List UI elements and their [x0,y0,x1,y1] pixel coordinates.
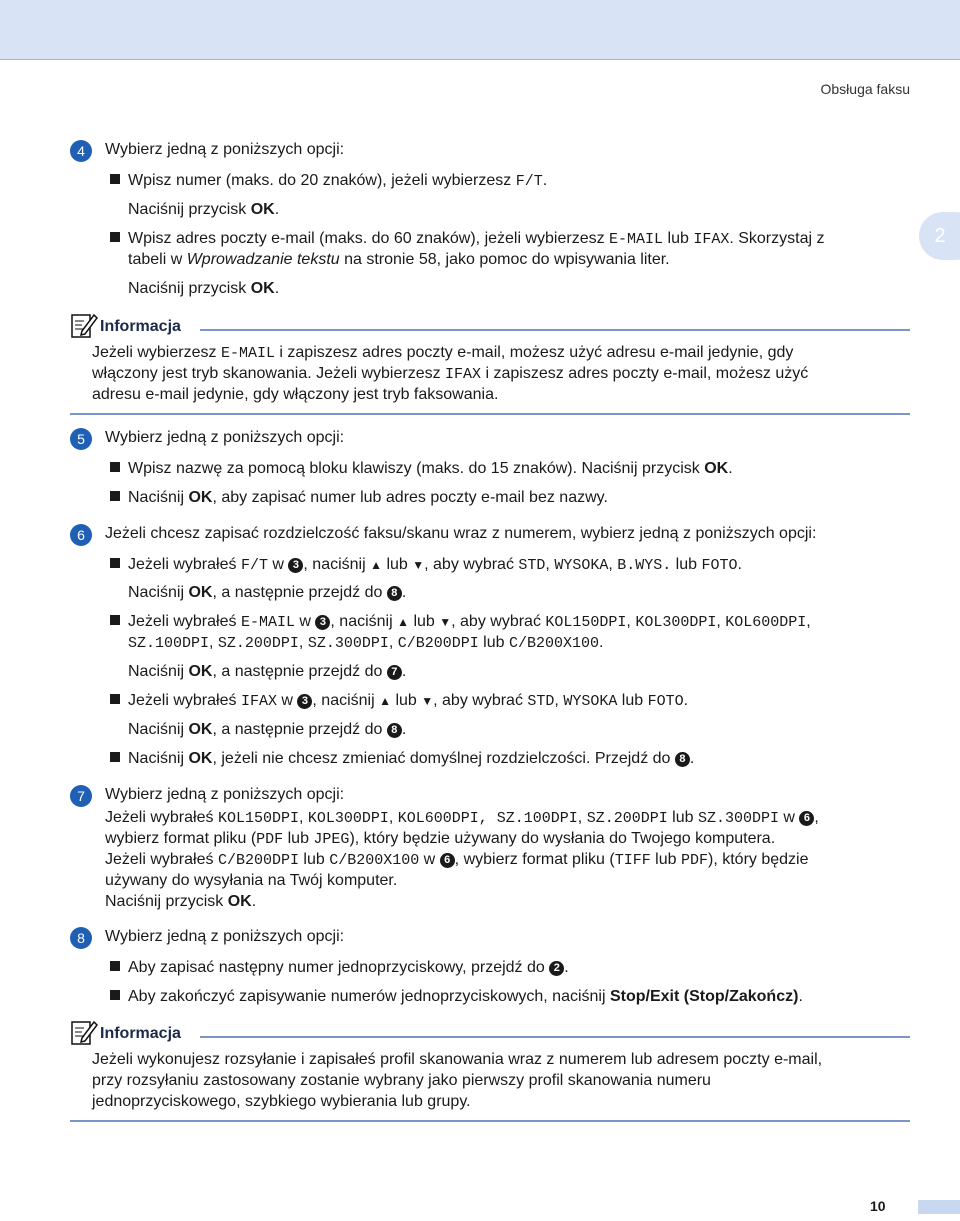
press-ok-line: Naciśnij OK, a następnie przejdź do 8 . [128,721,407,738]
list-item: Naciśnij OK, jeżeli nie chcesz zmieniać domyślnej rozdzielczości. Przejdź do 8 . [110,750,694,768]
step-ref-6-icon: 6 [799,811,814,826]
list-item: Jeżeli wybrałeś F/T w 3 , naciśnij ▲ lub ▼, aby wybrać STD, WYSOKA, B.WYS. lub FOTO. [110,556,742,574]
list-item: Jeżeli wybrałeś E-MAIL w 3 , naciśnij ▲ lub ▼, aby wybrać KOL150DPI, KOL300DPI, KOL600DPI, [110,613,811,631]
step-ref-7-icon: 7 [387,665,402,680]
list-item: Aby zakończyć zapisywanie numerów jednoprzyciskowych, naciśnij Stop/Exit (Stop/Zakończ). [110,988,803,1006]
list-item: Wpisz numer (maks. do 20 znaków), jeżeli wybierzesz F/T. [110,172,547,190]
list-item: Jeżeli wybrałeś IFAX w 3 , naciśnij ▲ lub ▼, aby wybrać STD, WYSOKA lub FOTO. [110,692,688,710]
step-badge: 7 [70,785,92,807]
press-ok-line: Naciśnij OK, a następnie przejdź do 7 . [128,663,407,680]
note-divider [70,413,910,415]
note-text: Jeżeli wybierzesz E-MAIL i zapiszesz adres poczty e-mail, możesz użyć adresu e-mail jedynie, gdy [92,344,794,362]
step-7-text: wybierz format pliku (PDF lub JPEG), który będzie używany do wysłania do Twojego komputera. [105,830,776,848]
step-title: Wybierz jedną z poniższych opcji: [105,928,345,945]
note-pencil-icon [70,1018,98,1046]
press-ok-line: Naciśnij przycisk OK. [128,201,280,218]
section-title: Obsługa faksu [820,81,910,97]
step-7-text: Naciśnij przycisk OK. [105,893,257,910]
up-arrow-icon: ▲ [379,694,391,708]
step-title: Wybierz jedną z poniższych opcji: [105,141,345,158]
step-7-text: Jeżeli wybrałeś KOL150DPI, KOL300DPI, KOL600DPI, SZ.100DPI, SZ.200DPI lub SZ.300DPI w 6 , [105,809,819,827]
note-pencil-icon [70,311,98,339]
step-ref-3-icon: 3 [297,694,312,709]
list-item: Wpisz nazwę za pomocą bloku klawiszy (maks. do 15 znaków). Naciśnij przycisk OK. [110,460,733,478]
note-text: jednoprzyciskowego, szybkiego wybierania lub grupy. [92,1093,471,1110]
step-title: Jeżeli chcesz zapisać rozdzielczość faksu/skanu wraz z numerem, wybierz jedną z poniższych opcji: [105,525,817,542]
page-tab [918,1200,960,1214]
bullet-square-icon [110,491,120,501]
step-badge: 6 [70,524,92,546]
step-ref-6-icon: 6 [440,853,455,868]
list-item-continuation: tabeli w Wprowadzanie tekstu na stronie 58, jako pomoc do wpisywania liter. [128,251,670,268]
list-item: Naciśnij OK, aby zapisać numer lub adres poczty e-mail bez nazwy. [110,489,608,507]
bullet-square-icon [110,990,120,1000]
bullet-square-icon [110,961,120,971]
step-badge: 8 [70,927,92,949]
step-title: Wybierz jedną z poniższych opcji: [105,786,345,803]
page-number: 10 [870,1198,886,1214]
press-ok-line: Naciśnij OK, a następnie przejdź do 8 . [128,584,407,601]
bullet-square-icon [110,615,120,625]
chapter-number: 2 [934,225,946,247]
up-arrow-icon: ▲ [397,615,409,629]
press-ok-line: Naciśnij przycisk OK. [128,280,280,297]
down-arrow-icon: ▼ [439,615,452,629]
step-title: Wybierz jedną z poniższych opcji: [105,429,345,446]
note-text: przy rozsyłaniu zastosowany zostanie wybrany jako pierwszy profil skanowania numeru [92,1072,711,1089]
note-divider [200,329,910,331]
step-ref-8-icon: 8 [387,723,402,738]
note-divider [70,1120,910,1122]
down-arrow-icon: ▼ [421,694,434,708]
bullet-square-icon [110,558,120,568]
step-badge: 4 [70,140,92,162]
note-label: Informacja [100,318,181,335]
step-ref-8-icon: 8 [387,586,402,601]
step-7-text: Jeżeli wybrałeś C/B200DPI lub C/B200X100 w 6 , wybierz format pliku (TIFF lub PDF), który będzie [105,851,809,869]
step-ref-8-icon: 8 [675,752,690,767]
down-arrow-icon: ▼ [412,558,425,572]
step-ref-3-icon: 3 [288,558,303,573]
note-text: Jeżeli wykonujesz rozsyłanie i zapisałeś profil skanowania wraz z numerem lub adresem poczty e-mail, [92,1051,823,1068]
bullet-square-icon [110,462,120,472]
note-divider [200,1036,910,1038]
bullet-square-icon [110,694,120,704]
step-ref-2-icon: 2 [549,961,564,976]
step-ref-3-icon: 3 [315,615,330,630]
list-item-continuation: SZ.100DPI, SZ.200DPI, SZ.300DPI, C/B200DPI lub C/B200X100. [128,634,604,652]
note-header [70,1022,910,1046]
note-text: adresu e-mail jedynie, gdy włączony jest tryb faksowania. [92,386,499,403]
note-header [70,315,910,339]
step-badge: 5 [70,428,92,450]
list-item: Wpisz adres poczty e-mail (maks. do 60 znaków), jeżeli wybierzesz E-MAIL lub IFAX. Skorzystaj z [110,230,824,248]
bullet-square-icon [110,752,120,762]
header-band [0,0,960,60]
note-label: Informacja [100,1025,181,1042]
step-7-text: używany do wysyłania na Twój komputer. [105,872,398,889]
list-item: Aby zapisać następny numer jednoprzyciskowy, przejdź do 2 . [110,959,569,977]
bullet-square-icon [110,232,120,242]
up-arrow-icon: ▲ [370,558,382,572]
note-text: włączony jest tryb skanowania. Jeżeli wybierzesz IFAX i zapiszesz adres poczty e-mail, możesz użyć [92,365,809,383]
bullet-square-icon [110,174,120,184]
